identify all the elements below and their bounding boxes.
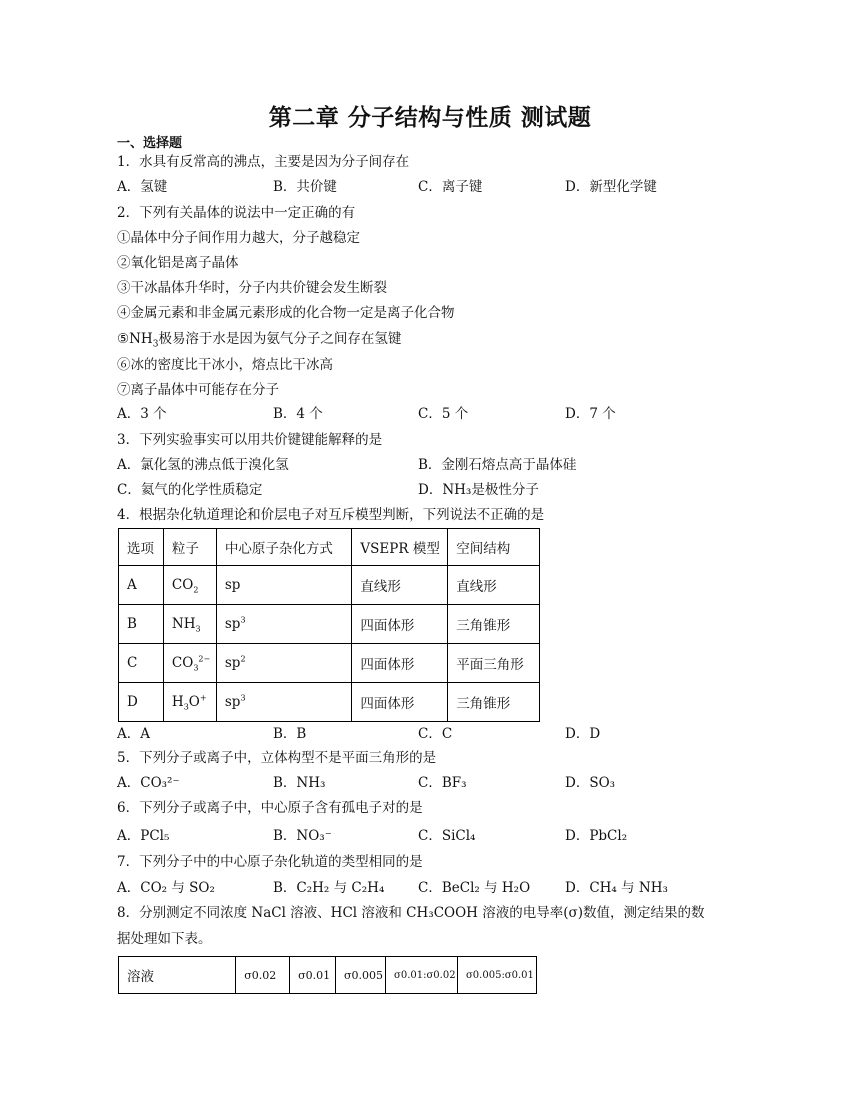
- q2-option-a: A．3 个: [117, 406, 167, 422]
- q8-header-sigma-0-02: σ0.02: [236, 957, 290, 994]
- question-8-stem-line-2: 据处理如下表。: [117, 931, 212, 947]
- q8-header-ratio-2: σ0.005:σ0.01: [457, 957, 536, 994]
- q3-option-b: B．金刚石熔点高于晶体硅: [418, 457, 577, 473]
- q4-header-hybridization: 中心原子杂化方式: [216, 529, 352, 566]
- q4-table: [118, 528, 540, 722]
- q4-row-c-particle: $CO_3^{2-}$: [163, 644, 216, 683]
- q2-statement-5: [117, 330, 401, 348]
- q2-statement-5-sub: 3: [152, 339, 159, 350]
- q6-option-b: B．NO₃⁻: [273, 828, 332, 844]
- question-8-stem-line-1: 8．分别测定不同浓度 NaCl 溶液、HCl 溶液和 CH₃COOH 溶液的电导率(σ)数值，测定结果的数: [117, 905, 705, 921]
- q4-row-c-option: C: [119, 644, 164, 683]
- section-heading: 一、选择题: [117, 136, 183, 151]
- q8-table: [118, 956, 537, 994]
- q8-header-sigma-0-01: σ0.01: [290, 957, 336, 994]
- q4-option-d: D．D: [565, 726, 601, 742]
- q2-statement-2: ②氧化铝是离子晶体: [117, 255, 239, 271]
- q3-option-a: A．氯化氢的沸点低于溴化氢: [117, 457, 289, 473]
- q6-option-c: C．SiCl₄: [418, 828, 476, 844]
- q1-option-b: B．共价键: [273, 179, 337, 195]
- table-row: [119, 566, 540, 605]
- q2-statement-6: ⑥冰的密度比干冰小，熔点比干冰高: [117, 357, 333, 373]
- table-row: [119, 605, 540, 644]
- q2-statement-5-marker: ⑤: [117, 331, 130, 347]
- q4-row-a-vsepr: 直线形: [352, 566, 448, 605]
- q5-option-d: D．SO₃: [565, 775, 616, 791]
- question-2-stem: 2．下列有关晶体的说法中一定正确的有: [117, 205, 356, 221]
- q2-statement-4: ④金属元素和非金属元素形成的化合物一定是离子化合物: [117, 305, 455, 321]
- q4-header-option: 选项: [119, 529, 164, 566]
- q4-row-c-hybridization: $sp^2$: [216, 644, 352, 683]
- q4-row-b-shape: 三角锥形: [448, 605, 540, 644]
- q1-option-c: C．离子键: [418, 179, 483, 195]
- q4-row-d-hybridization: $sp^3$: [216, 683, 352, 722]
- q7-option-d: D．CH₄ 与 NH₃: [565, 880, 668, 896]
- question-4-stem: 4．根据杂化轨道理论和价层电子对互斥模型判断，下列说法不正确的是: [117, 507, 545, 523]
- q4-row-c-shape: 平面三角形: [448, 644, 540, 683]
- q4-row-d-option: D: [119, 683, 164, 722]
- q2-statement-1: ①晶体中分子间作用力越大，分子越稳定: [117, 230, 360, 246]
- table-row: [119, 644, 540, 683]
- q4-row-a-shape: 直线形: [448, 566, 540, 605]
- q2-statement-7: ⑦离子晶体中可能存在分子: [117, 382, 279, 398]
- q4-row-b-hybridization: $sp^3$: [216, 605, 352, 644]
- q5-option-b: B．NH₃: [273, 775, 326, 791]
- q4-row-a-particle: $CO_2$: [163, 566, 216, 605]
- q2-option-b: B．4 个: [273, 406, 323, 422]
- page-title: 第二章 分子结构与性质 测试题: [268, 104, 592, 131]
- q4-row-d-vsepr: 四面体形: [352, 683, 448, 722]
- q8-header-sigma-0-005: σ0.005: [336, 957, 386, 994]
- question-3-stem: 3．下列实验事实可以用共价键键能解释的是: [117, 432, 383, 448]
- question-6-stem: 6．下列分子或离子中，中心原子含有孤电子对的是: [117, 800, 423, 816]
- q1-option-d: D．新型化学键: [565, 179, 657, 195]
- q4-row-d-shape: 三角锥形: [448, 683, 540, 722]
- question-7-stem: 7．下列分子中的中心原子杂化轨道的类型相同的是: [117, 854, 423, 870]
- question-1-stem: 1．水具有反常高的沸点，主要是因为分子间存在: [117, 154, 410, 170]
- q6-option-a: A．PCl₅: [117, 828, 170, 844]
- q2-statement-5-text: 极易溶于水是因为氨气分子之间存在氢键: [158, 331, 402, 347]
- q7-option-c: C．BeCl₂ 与 H₂O: [418, 880, 531, 896]
- q2-statement-5-formula: NH: [129, 331, 153, 347]
- q4-option-c: C．C: [418, 726, 453, 742]
- q5-option-a: A．CO₃²⁻: [117, 775, 180, 791]
- q2-option-c: C．5 个: [418, 406, 469, 422]
- q4-row-b-vsepr: 四面体形: [352, 605, 448, 644]
- q4-option-b: B．B: [273, 726, 307, 742]
- q4-header-particle: 粒子: [163, 529, 216, 566]
- q8-header-solution: 溶液: [119, 957, 236, 994]
- q3-option-c: C．氦气的化学性质稳定: [117, 482, 263, 498]
- q3-option-d: D．NH₃是极性分子: [418, 482, 539, 498]
- question-5-stem: 5．下列分子或离子中，立体构型不是平面三角形的是: [117, 750, 437, 766]
- q8-header-ratio-1: σ0.01:σ0.02: [386, 957, 458, 994]
- q8-table-header: [119, 957, 537, 994]
- q4-row-d-particle: $H_3O^+$: [163, 683, 216, 722]
- q4-header-shape: 空间结构: [448, 529, 540, 566]
- q4-row-a-hybridization: sp: [216, 566, 352, 605]
- q4-table-header: [119, 529, 540, 566]
- q4-option-a: A．A: [117, 726, 150, 742]
- q2-statement-3: ③干冰晶体升华时，分子内共价键会发生断裂: [117, 280, 387, 296]
- q4-row-c-vsepr: 四面体形: [352, 644, 448, 683]
- q6-option-d: D．PbCl₂: [565, 828, 628, 844]
- q4-row-b-particle: $NH_3$: [163, 605, 216, 644]
- q4-header-vsepr: VSEPR 模型: [352, 529, 448, 566]
- q1-option-a: A．氢键: [117, 179, 168, 195]
- q4-row-b-option: B: [119, 605, 164, 644]
- q5-option-c: C．BF₃: [418, 775, 467, 791]
- q7-option-a: A．CO₂ 与 SO₂: [117, 880, 215, 896]
- table-row: [119, 683, 540, 722]
- q2-option-d: D．7 个: [565, 406, 616, 422]
- q7-option-b: B．C₂H₂ 与 C₂H₄: [273, 880, 385, 896]
- q4-row-a-option: A: [119, 566, 164, 605]
